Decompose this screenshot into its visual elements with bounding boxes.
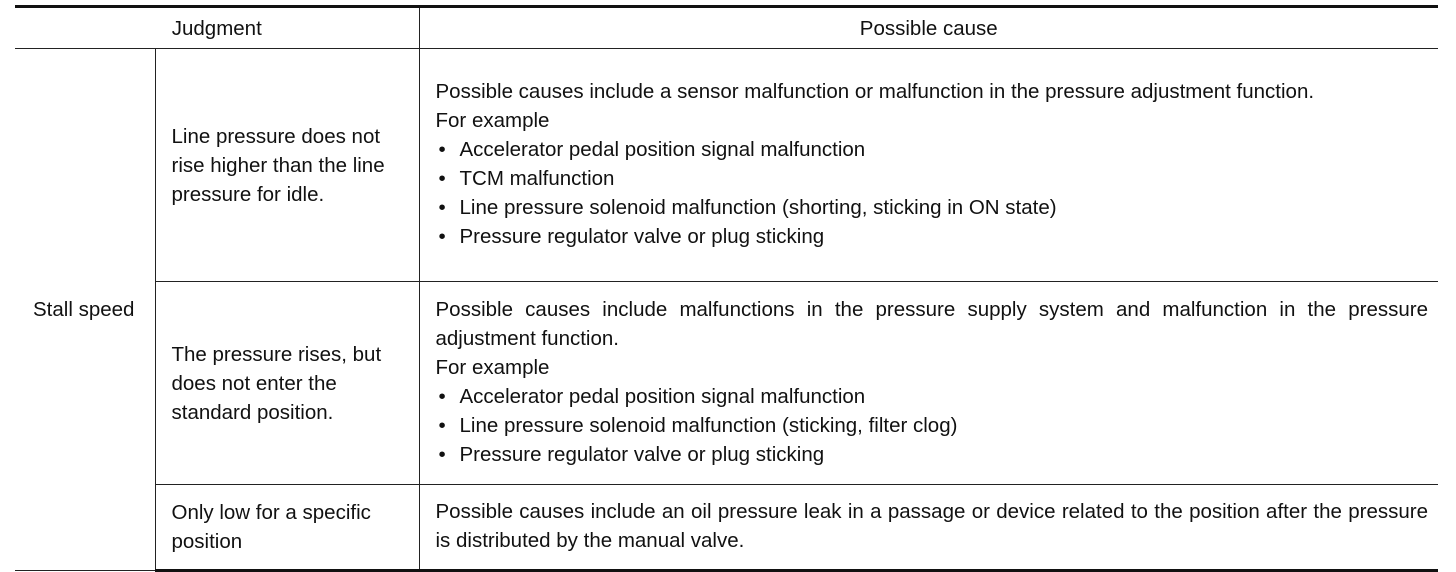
table-row xyxy=(15,485,1438,571)
header-judgment: Judgment xyxy=(15,7,419,49)
cause-cell xyxy=(419,282,1438,485)
judgment-cell: The pressure rises, but does not enter the standard position. xyxy=(155,282,419,485)
table-header-row xyxy=(15,7,1438,49)
cause-cell xyxy=(419,49,1438,282)
table-row xyxy=(15,282,1438,485)
cause-bullet-list xyxy=(436,135,1429,251)
table-row xyxy=(15,49,1438,282)
example-label: For example xyxy=(435,356,550,379)
cause-intro: Possible causes include a sensor malfunction or malfunction in the pressure adjustment function. xyxy=(435,80,1315,103)
cause-bullet-list xyxy=(436,382,1429,469)
category-cell-stall-speed: Stall speed xyxy=(15,49,155,571)
list-item: • Accelerator pedal position signal malfunction xyxy=(436,135,1429,164)
list-item: • Pressure regulator valve or plug sticking xyxy=(436,440,1429,469)
judgment-cell: Only low for a specific position xyxy=(155,485,419,571)
judgment-cell: Line pressure does not rise higher than the line pressure for idle. xyxy=(155,49,419,282)
cause-intro: Possible causes include malfunctions in the pressure supply system and malfunction in the pressure adjustment function. xyxy=(435,298,1428,350)
example-label: For example xyxy=(435,109,550,132)
list-item: • Line pressure solenoid malfunction (sticking, filter clog) xyxy=(436,411,1429,440)
diagnosis-table-container xyxy=(15,5,1438,572)
header-possible-cause: Possible cause xyxy=(419,7,1438,49)
list-item: • Line pressure solenoid malfunction (shorting, sticking in ON state) xyxy=(436,193,1429,222)
cause-intro: Possible causes include an oil pressure leak in a passage or device related to the position after the pressure is distributed by the manual valve. xyxy=(435,500,1428,552)
line-pressure-judgment-table xyxy=(15,5,1438,572)
list-item: • Pressure regulator valve or plug sticking xyxy=(436,222,1429,251)
cause-cell xyxy=(419,485,1438,571)
list-item: • TCM malfunction xyxy=(436,164,1429,193)
list-item: • Accelerator pedal position signal malfunction xyxy=(436,382,1429,411)
